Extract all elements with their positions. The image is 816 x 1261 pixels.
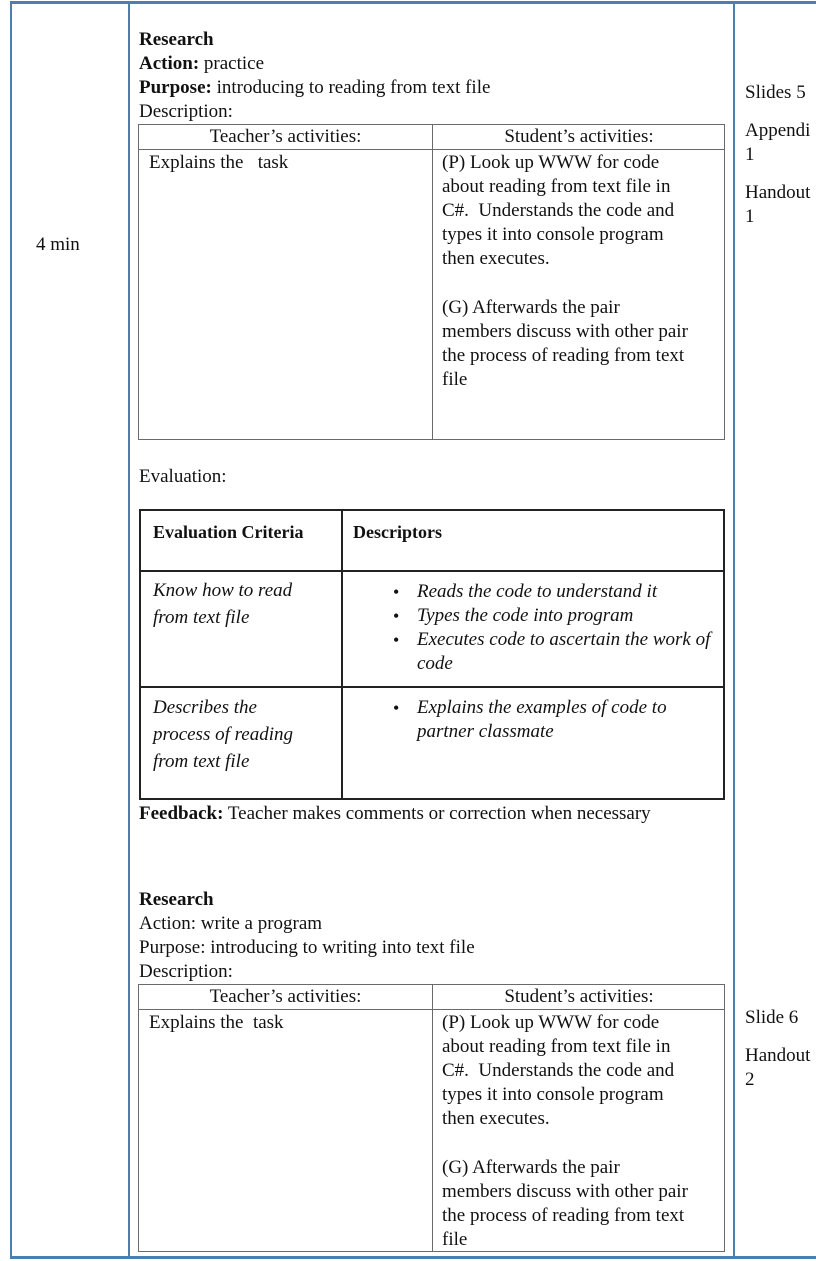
descriptors-header <box>353 520 442 544</box>
feedback-label: Feedback: <box>139 803 224 824</box>
criteria-cell <box>153 577 292 631</box>
line: 1 <box>745 206 755 227</box>
activities-divider <box>432 125 433 439</box>
table-top-border <box>10 1 816 4</box>
line: 2 <box>745 1069 755 1090</box>
duration-cell: 4 min <box>36 234 80 255</box>
block1-description-label: Description: <box>139 101 233 122</box>
block2-action: Action: write a program <box>139 913 323 934</box>
action-value: practice <box>203 53 265 74</box>
block2-heading <box>139 888 214 912</box>
line: members discuss with other pair <box>442 1181 688 1202</box>
line: C#. Understands the code and <box>442 200 675 221</box>
descriptor-text: Types the code into program <box>417 605 634 626</box>
criteria-header <box>153 520 304 544</box>
line: Handout <box>745 1045 811 1066</box>
line: file <box>442 369 468 390</box>
evaluation-table <box>139 509 725 800</box>
table-bottom-border <box>10 1256 816 1259</box>
student-header: Student’s activities: <box>504 126 654 147</box>
block2-purpose: Purpose: introducing to writing into text file <box>139 937 475 958</box>
line: then executes. <box>442 1108 550 1129</box>
column-divider-1 <box>128 1 130 1259</box>
resource-handout <box>745 1044 810 1092</box>
resource-appendix <box>745 119 810 167</box>
descriptors-cell <box>355 696 715 744</box>
table-left-border <box>10 1 12 1259</box>
line: types it into console program <box>442 1084 664 1105</box>
descriptor-item <box>355 580 715 604</box>
line: file <box>442 1229 468 1250</box>
line: the process of reading from text <box>442 345 685 366</box>
line: C#. Understands the code and <box>442 1060 675 1081</box>
descriptors-header-text: Descriptors <box>353 522 442 542</box>
evaluation-header-row <box>141 511 723 572</box>
descriptor-text: Executes code to ascertain the work of code <box>417 629 711 674</box>
feedback-line <box>139 802 651 826</box>
line: (P) Look up WWW for code <box>442 152 660 173</box>
line: 1 <box>745 144 755 165</box>
resource-slides: Slides 5 <box>745 82 806 103</box>
teacher-activity: Explains the task <box>149 152 289 173</box>
criteria-cell <box>153 694 293 775</box>
block1-activities-table <box>138 124 725 440</box>
line: process of reading <box>153 724 294 745</box>
line: Know how to read <box>153 580 293 601</box>
descriptor-item <box>355 604 715 628</box>
student-activity-p <box>442 1011 674 1131</box>
block1-action <box>139 52 264 76</box>
student-activity-g <box>442 1156 688 1252</box>
student-header: Student’s activities: <box>504 986 654 1007</box>
purpose-label: Purpose: <box>139 77 212 98</box>
evaluation-row <box>141 572 723 688</box>
student-activity-p <box>442 151 674 271</box>
line: Appendi <box>745 120 811 141</box>
block1-purpose <box>139 76 490 100</box>
student-activity-g <box>442 296 688 392</box>
descriptor-text: Explains the examples of code to partner classmate <box>417 697 667 742</box>
line: members discuss with other pair <box>442 321 688 342</box>
line: (G) Afterwards the pair <box>442 297 620 318</box>
teacher-header: Teacher’s activities: <box>209 126 362 147</box>
purpose-value: introducing to reading from text file <box>216 77 491 98</box>
descriptor-text: Reads the code to understand it <box>417 581 658 602</box>
activities-divider <box>432 985 433 1251</box>
line: then executes. <box>442 248 550 269</box>
line: (P) Look up WWW for code <box>442 1012 660 1033</box>
line: Handout <box>745 182 811 203</box>
teacher-activity: Explains the task <box>149 1012 284 1033</box>
line: Describes the <box>153 697 257 718</box>
descriptor-item <box>355 696 715 744</box>
feedback-value: Teacher makes comments or correction when necessary <box>227 803 651 824</box>
descriptors-cell <box>355 580 715 676</box>
action-label: Action: <box>139 53 200 74</box>
block1-heading <box>139 28 214 52</box>
line: the process of reading from text <box>442 1205 685 1226</box>
descriptor-item <box>355 628 715 676</box>
evaluation-label: Evaluation: <box>139 466 227 487</box>
block2-description-label: Description: <box>139 961 233 982</box>
line: about reading from text file in <box>442 176 671 197</box>
evaluation-row <box>141 688 723 800</box>
resource-slide: Slide 6 <box>745 1007 799 1028</box>
block1-heading-text: Research <box>139 29 214 50</box>
line: about reading from text file in <box>442 1036 671 1057</box>
criteria-header-text: Evaluation Criteria <box>153 522 304 542</box>
line: types it into console program <box>442 224 664 245</box>
line: from text file <box>153 751 250 772</box>
teacher-header: Teacher’s activities: <box>209 986 362 1007</box>
column-divider-2 <box>733 1 735 1259</box>
resource-handout <box>745 181 810 229</box>
line: (G) Afterwards the pair <box>442 1157 620 1178</box>
block2-heading-text: Research <box>139 889 214 910</box>
block2-activities-table <box>138 984 725 1252</box>
line: from text file <box>153 607 250 628</box>
